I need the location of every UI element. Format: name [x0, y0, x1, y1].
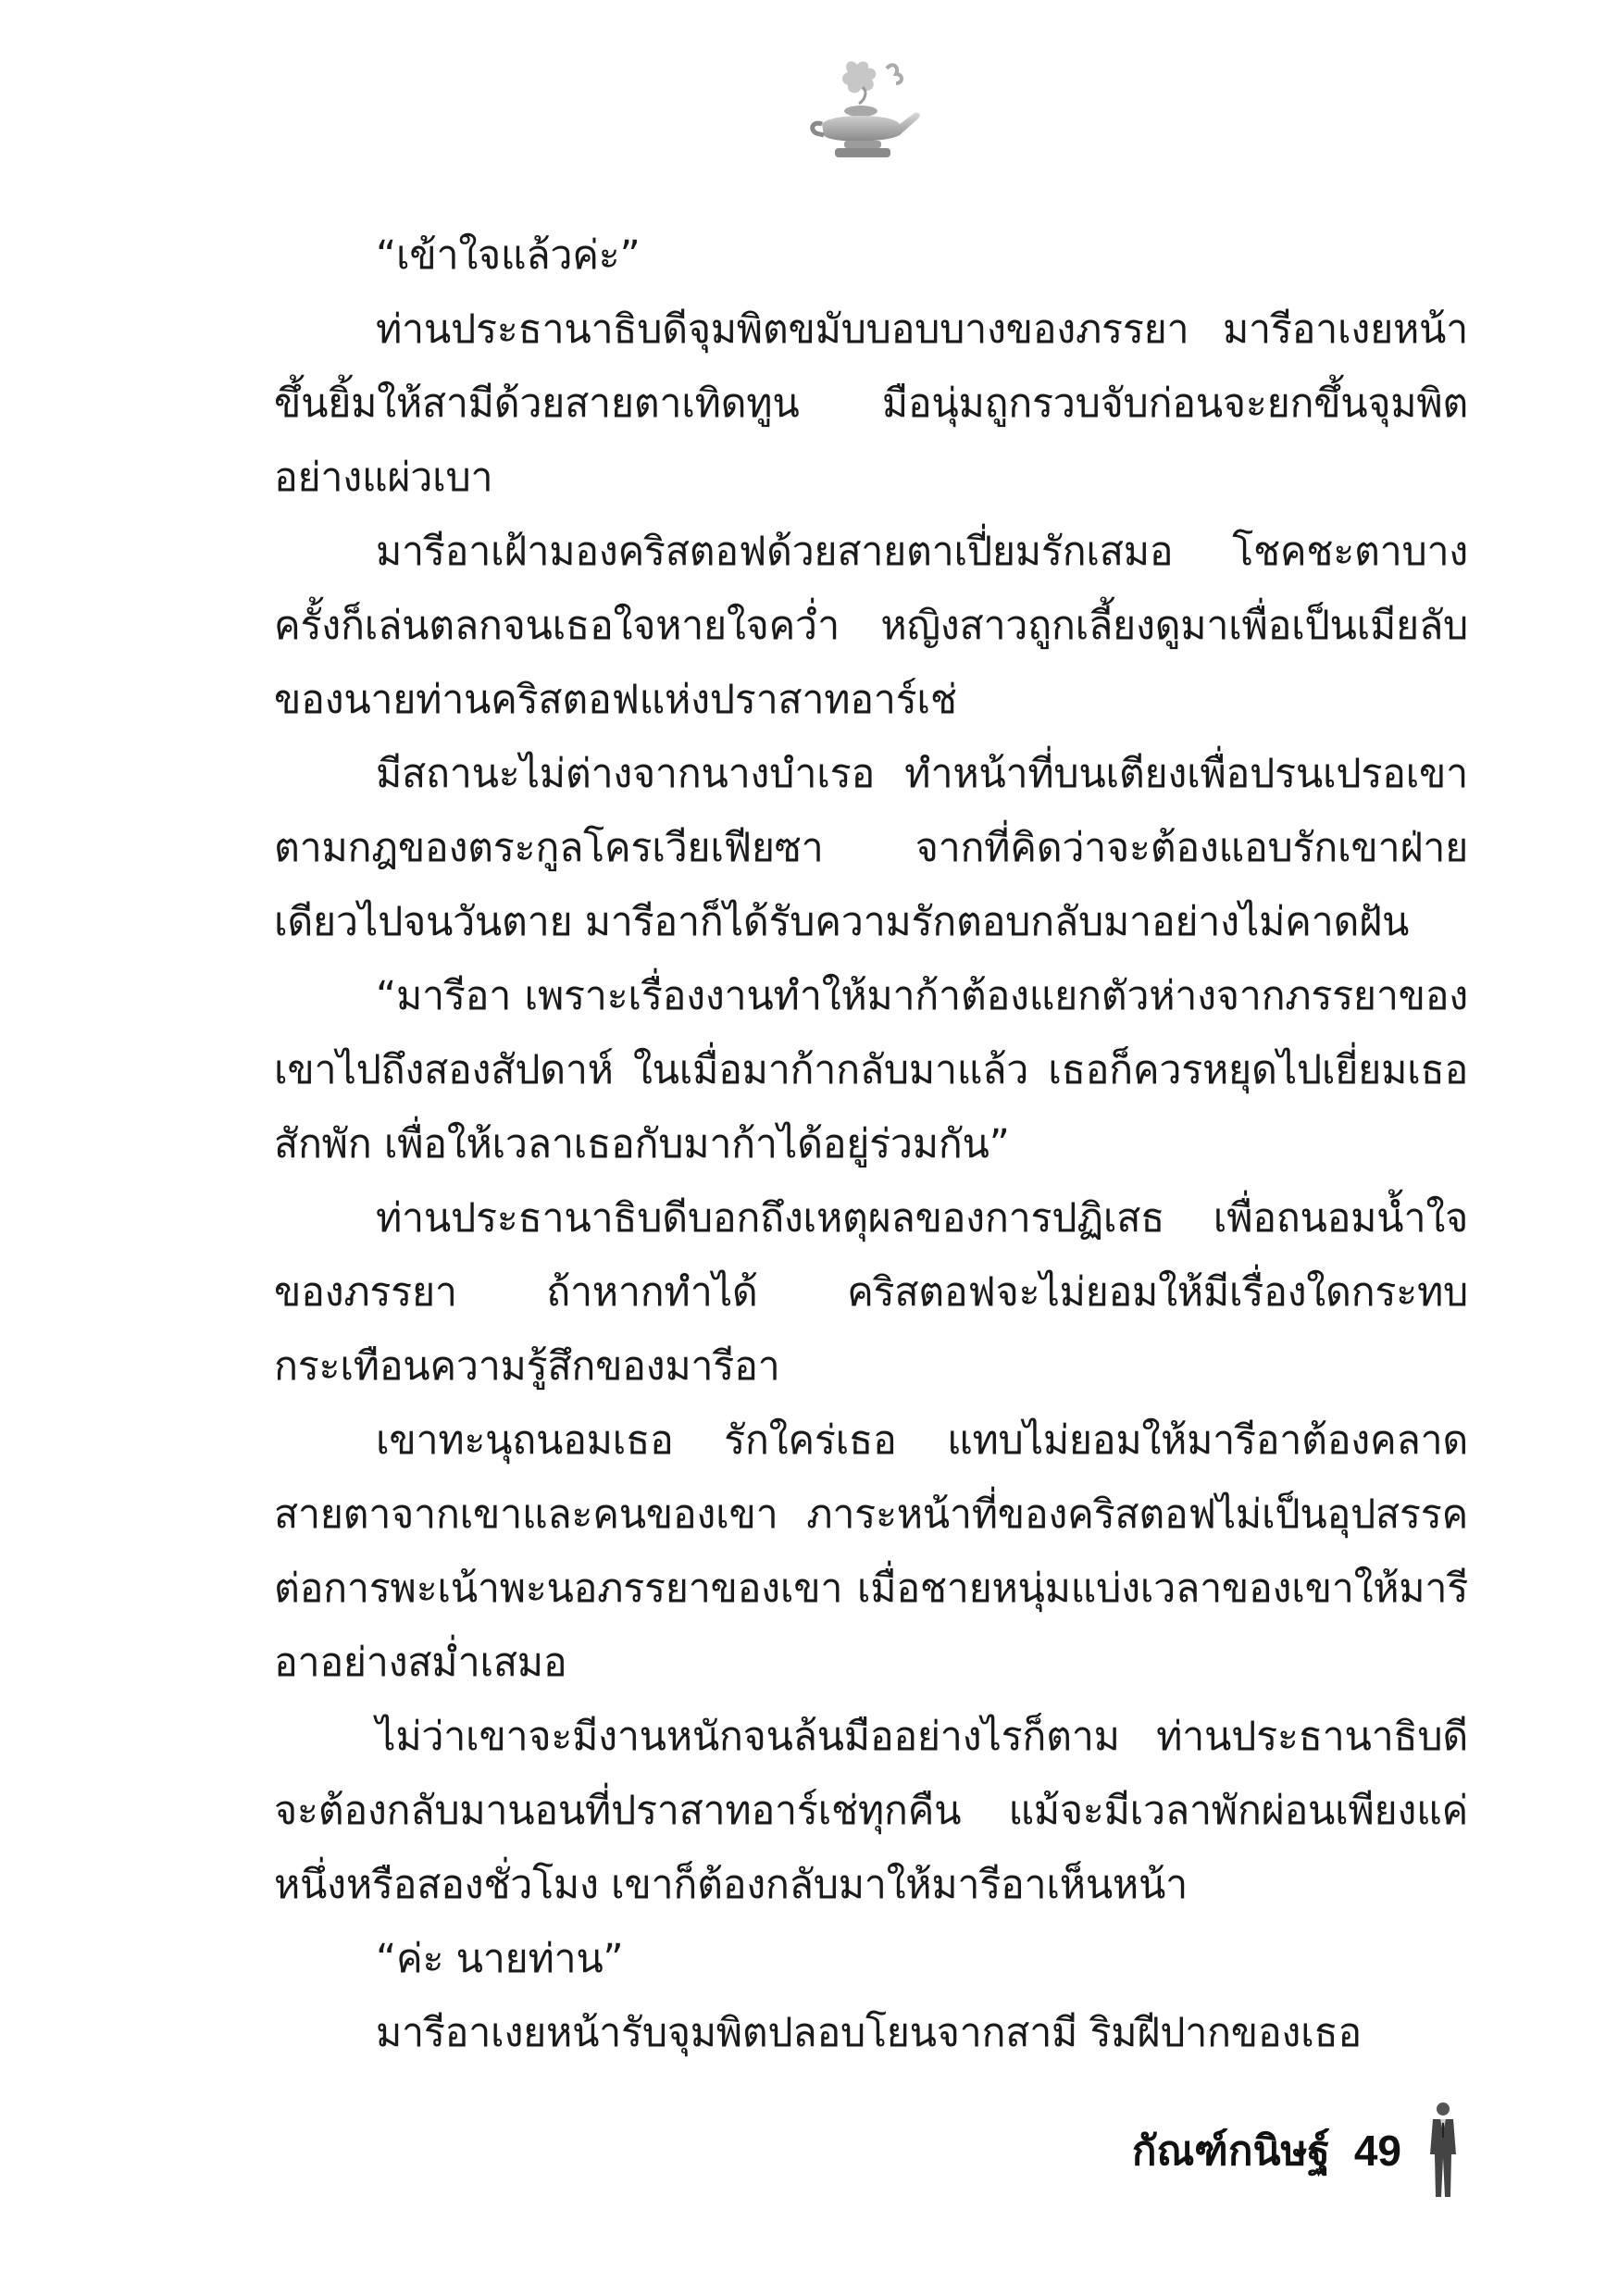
paragraph: “ค่ะ นายท่าน”	[376, 1936, 624, 1982]
paragraph: มารีอาเงยหน้ารับจุมพิตปลอบโยนจากสามี ริมฝีปากของเธอ	[376, 2010, 1362, 2056]
man-in-suit-icon	[1425, 2101, 1461, 2201]
paragraph: ไม่ว่าเขาจะมีงานหนักจนล้นมืออย่างไรก็ตาม ท่านประธานาธิบดีจะต้องกลับมานอนที่ปราสาทอาร์เช่ทุกคืน แม้จะมีเวลาพักผ่อนเพียงแค่หนึ่งหรือสองชั่วโมง เขาก็ต้องกลับมาให้มารีอาเห็นหน้า	[274, 1714, 1468, 1908]
paragraph: ท่านประธานาธิบดีบอกถึงเหตุผลของการปฏิเสธ เพื่อถนอมน้ำใจของภรรยา ถ้าหากทำได้ คริสตอฟจะไม่ยอมให้มีเรื่องใดกระทบกระเทือนความรู้สึกของมารีอา	[274, 1195, 1468, 1390]
paragraph: เขาทะนุถนอมเธอ รักใคร่เธอ แทบไม่ยอมให้มารีอาต้องคลาดสายตาจากเขาและคนของเขา ภาระหน้าที่ของคริสตอฟไม่เป็นอุปสรรคต่อการพะเน้าพะนอภรรยาของเขา เมื่อชายหนุ่มแบ่งเวลาของเขาให้มารีอาอย่างสม่ำเสมอ	[274, 1417, 1468, 1686]
page-footer	[1132, 2100, 1461, 2202]
paragraph: มีสถานะไม่ต่างจากนางบำเรอ ทำหน้าที่บนเตียงเพื่อปรนเปรอเขา ตามกฎของตระกูลโครเวียเฟียซา จากที่คิดว่าจะต้องแอบรักเขาฝ่ายเดียวไปจนวันตาย มารีอาก็ได้รับความรักตอบกลับมาอย่างไม่คาดฝัน	[274, 751, 1468, 945]
page-number: 49	[1353, 2127, 1401, 2175]
paragraph: มารีอาเฝ้ามองคริสตอฟด้วยสายตาเปี่ยมรักเสมอ โชคชะตาบางครั้งก็เล่นตลกจนเธอใจหายใจคว่ำ หญิงสาวถูกเลี้ยงดูมาเพื่อเป็นเมียลับของนายท่านคริสตอฟแห่งปราสาทอาร์เช่	[274, 529, 1468, 723]
book-title: กัณฑ์กนิษฐ์	[1131, 2128, 1330, 2175]
paragraph: “เข้าใจแล้วค่ะ”	[376, 232, 641, 279]
paragraph: ท่านประธานาธิบดีจุมพิตขมับบอบบางของภรรยา มารีอาเงยหน้าขึ้นยิ้มให้สามีด้วยสายตาเทิดทูน มือนุ่มถูกรวบจับก่อนจะยกขึ้นจุมพิตอย่างแผ่วเบา	[274, 306, 1468, 501]
body-text	[274, 218, 1468, 2070]
genie-lamp-icon	[803, 56, 924, 165]
paragraph: “มารีอา เพราะเรื่องงานทำให้มาก้าต้องแยกตัวห่างจากภรรยาของเขาไปถึงสองสัปดาห์ ในเมื่อมาก้ากลับมาแล้ว เธอก็ควรหยุดไปเยี่ยมเธอสักพัก เพื่อให้เวลาเธอกับมาก้าได้อยู่ร่วมกัน”	[274, 973, 1468, 1167]
